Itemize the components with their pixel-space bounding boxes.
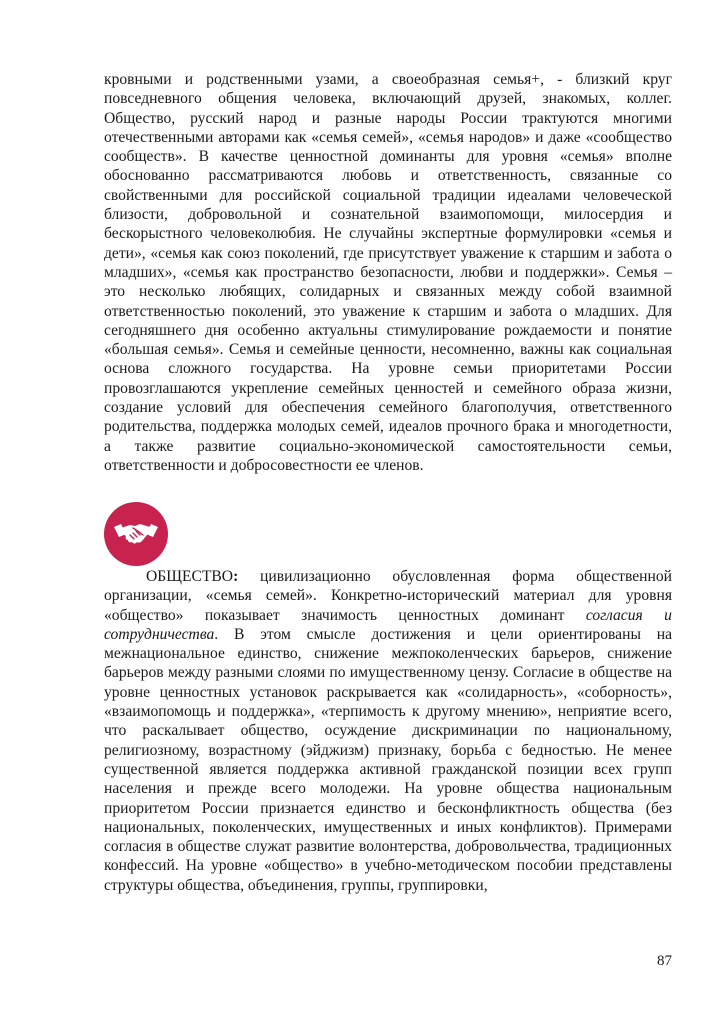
term-heading: ОБЩЕСТВО bbox=[146, 568, 234, 585]
term-heading-colon: : bbox=[233, 568, 239, 585]
page-number: 87 bbox=[657, 953, 672, 969]
paragraph-society-body: . В этом смысле достижения и цели ориентированы на межнациональное единство, снижение межпоколенческих барьеров, снижение барьеров между разными слоями по имущественному цензу. Согласие в обществе на уровне ценностных установок раскрывается как «солидарность», «соборность», «взаимопомощь и поддержка», «терпимость к другому мнению», неприятие всего, что раскалывает общество, осуждение дискриминации по национальному, религиозному, возрастному (эйджизм) признаку, борьба с бедностью. Не менее существенной является поддержка активной гражданской позиции всех групп населения и прежде всего молодежи. На уровне общества национальным приоритетом России признается единство и бесконфликтность общества (без национальных, поколенческих, имущественных и иных конфликтов). Примерами согласия в обществе служат развитие волонтерства, добровольчества, традиционных конфессий. На уровне «общество» в учебно-методическом пособии представлены структуры общества, объединения, группы, группировки, bbox=[104, 625, 672, 894]
handshake-icon bbox=[104, 502, 168, 566]
paragraph-family: кровными и родственными узами, а своеобразная семья+, - близкий круг повседневного общения человека, включающий друзей, знакомых, коллег. Общество, русский народ и разные народы России трактуются многими отечественными авторами как «семья семей», «семья народов» и даже «сообщество сообществ». В качестве ценностной доминанты для уровня «семья» вполне обоснованно рассматриваются любовь и ответственность, связанные со свойственными для российской социальной традиции идеалами человеческой близости, добровольной и сознательной взаимопомощи, милосердия и бескорыстного человеколюбия. Не случайны экспертные формулировки «семья и дети», «семья как союз поколений, где присутствует уважение к старшим и забота о младших», «семья как пространство безопасности, любви и поддержки». Семья – это несколько любящих, солидарных и связанных между собой взаимной ответственностью поколений, это уважение к старшим и забота о младших. Для сегодняшнего дня особенно актуальны стимулирование рождаемости и понятие «большая семья». Семья и семейные ценности, несомненно, важны как социальная основа сложного государства. На уровне семьи приоритетами России провозглашаются укрепление семейных ценностей и семейного образа жизни, создание условий для обеспечения семейного благополучия, ответственного родительства, поддержка молодых семей, идеалов прочного брака и многодетности, а также развитие социально-экономической самостоятельности семьи, ответственности и добросовестности ее членов. bbox=[104, 71, 672, 474]
handshake-icon-graphic bbox=[113, 518, 159, 550]
emphasis-text: согласия и сотрудничества bbox=[104, 606, 672, 643]
paragraph-society bbox=[104, 567, 672, 895]
paragraph-society-intro: цивилизационно обусловленная форма общественной организации, «семья семей». Конкретно-исторический материал для уровня «общество» показывает значимость ценностных доминант bbox=[104, 568, 672, 624]
